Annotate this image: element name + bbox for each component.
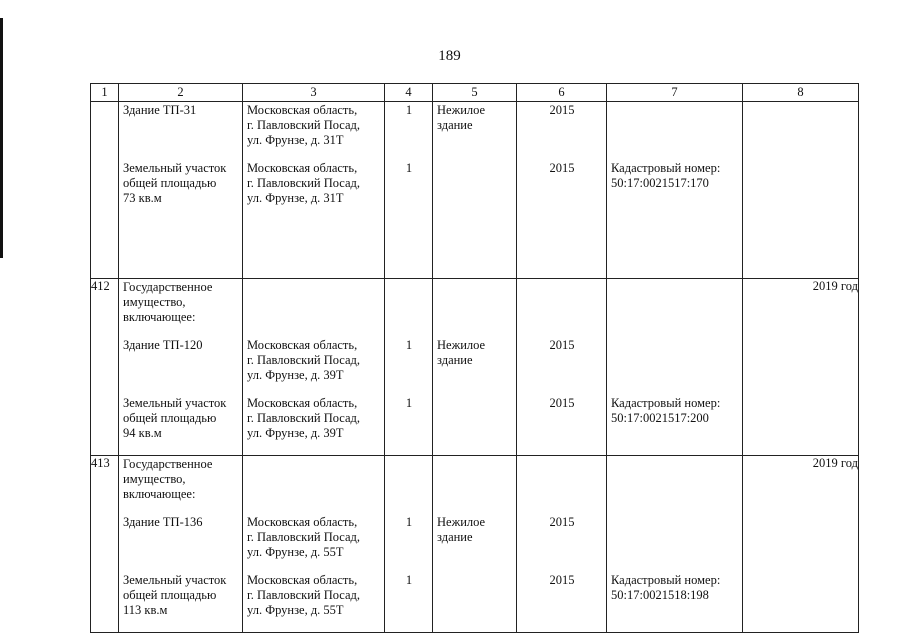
- item-address-cell: [243, 102, 385, 279]
- item-type-cell: [433, 456, 517, 633]
- item-quantity: [385, 456, 432, 514]
- item-cadastral: Кадастровый номер: 50:17:0021517:200: [611, 396, 721, 425]
- item-name-cell: [119, 279, 243, 456]
- item-year-cell: [517, 102, 607, 279]
- property-table: [90, 83, 859, 633]
- item-year: [517, 218, 606, 276]
- table-row: [91, 279, 859, 456]
- item-name: Земельный участок общей площадью 94 кв.м: [123, 396, 227, 440]
- item-year: 2015: [549, 103, 575, 117]
- item-year: 2015: [549, 338, 575, 352]
- item-cadastral: [607, 514, 742, 572]
- page-number: 189: [438, 48, 461, 64]
- item-year: [517, 279, 606, 337]
- header-row: [91, 84, 859, 102]
- col-header-4: 4: [385, 84, 433, 102]
- item-type: [433, 572, 516, 630]
- col-header-8: 8: [743, 84, 859, 102]
- entry-year: 2019 год: [743, 456, 859, 633]
- item-year: 2015: [549, 515, 575, 529]
- col-header-6: 6: [517, 84, 607, 102]
- item-cadastral-cell: [607, 279, 743, 456]
- item-quantity: 1: [405, 573, 413, 587]
- item-cadastral: Кадастровый номер: 50:17:0021517:170: [611, 161, 721, 190]
- table-row: [91, 456, 859, 633]
- item-quantity-cell: [385, 456, 433, 633]
- item-quantity: 1: [405, 515, 413, 529]
- item-type-cell: [433, 279, 517, 456]
- item-cadastral: [607, 102, 742, 160]
- item-name: Земельный участок общей площадью 73 кв.м: [123, 161, 227, 205]
- item-quantity: 1: [405, 103, 413, 117]
- item-type: [433, 279, 516, 337]
- item-address: Московская область, г. Павловский Посад, ул. Фрунзе, д. 55Т: [247, 573, 361, 617]
- entry-year: 2019 год: [743, 279, 859, 456]
- item-year: 2015: [549, 161, 575, 175]
- item-name: Государственное имущество, включающее:: [123, 280, 213, 324]
- item-address: Московская область, г. Павловский Посад, ул. Фрунзе, д. 55Т: [247, 515, 361, 559]
- entry-number: 412: [91, 279, 119, 456]
- item-cadastral: Кадастровый номер: 50:17:0021518:198: [611, 573, 721, 602]
- item-address: [243, 218, 384, 276]
- item-address: Московская область, г. Павловский Посад, ул. Фрунзе, д. 31Т: [247, 161, 361, 205]
- item-cadastral: [607, 279, 742, 337]
- item-quantity: [385, 218, 432, 276]
- item-type: Нежилое здание: [437, 515, 486, 544]
- col-header-2: 2: [119, 84, 243, 102]
- item-type: Нежилое здание: [437, 338, 486, 367]
- item-name-cell: [119, 102, 243, 279]
- item-name-cell: [119, 456, 243, 633]
- item-quantity-cell: [385, 102, 433, 279]
- entry-number: [91, 102, 119, 279]
- item-quantity-cell: [385, 279, 433, 456]
- entry-number: 413: [91, 456, 119, 633]
- item-type: [433, 160, 516, 218]
- table-row: [91, 102, 859, 279]
- col-header-7: 7: [607, 84, 743, 102]
- item-type: [433, 218, 516, 276]
- item-type: [433, 395, 516, 453]
- item-address: [243, 456, 384, 514]
- item-quantity: 1: [405, 338, 413, 352]
- item-address: Московская область, г. Павловский Посад, ул. Фрунзе, д. 31Т: [247, 103, 361, 147]
- item-cadastral: [607, 218, 742, 276]
- item-address: Московская область, г. Павловский Посад, ул. Фрунзе, д. 39Т: [247, 396, 361, 440]
- col-header-1: 1: [91, 84, 119, 102]
- item-quantity: [385, 279, 432, 337]
- item-cadastral: [607, 456, 742, 514]
- entry-year: [743, 102, 859, 279]
- item-year: 2015: [549, 396, 575, 410]
- item-address-cell: [243, 456, 385, 633]
- item-name: Государственное имущество, включающее:: [123, 457, 213, 501]
- item-year-cell: [517, 279, 607, 456]
- item-cadastral-cell: [607, 102, 743, 279]
- item-quantity: 1: [405, 396, 413, 410]
- item-address: [243, 279, 384, 337]
- item-address-cell: [243, 279, 385, 456]
- item-name: Здание ТП-120: [123, 338, 203, 352]
- item-name: [119, 218, 242, 276]
- item-name: Здание ТП-31: [123, 103, 197, 117]
- item-year-cell: [517, 456, 607, 633]
- item-type-cell: [433, 102, 517, 279]
- item-name: Здание ТП-136: [123, 515, 203, 529]
- item-address: Московская область, г. Павловский Посад, ул. Фрунзе, д. 39Т: [247, 338, 361, 382]
- col-header-5: 5: [433, 84, 517, 102]
- item-year: 2015: [549, 573, 575, 587]
- col-header-3: 3: [243, 84, 385, 102]
- item-cadastral: [607, 337, 742, 395]
- item-cadastral-cell: [607, 456, 743, 633]
- item-type: Нежилое здание: [437, 103, 486, 132]
- item-type: [433, 456, 516, 514]
- item-name: Земельный участок общей площадью 113 кв.м: [123, 573, 227, 617]
- item-quantity: 1: [405, 161, 413, 175]
- item-year: [517, 456, 606, 514]
